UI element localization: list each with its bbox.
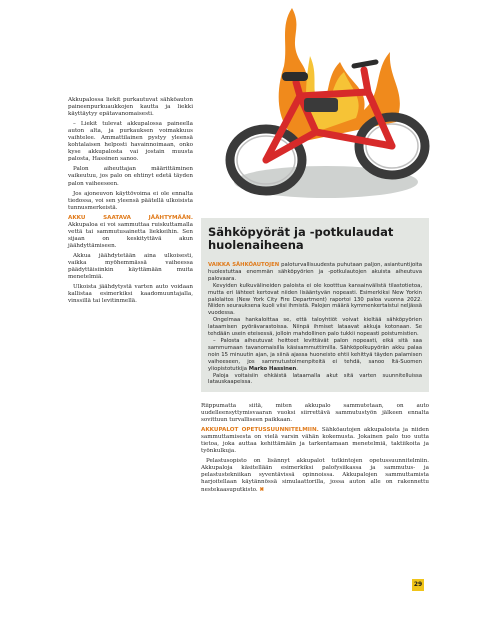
paragraph: [208, 262, 422, 283]
right-column: [201, 403, 429, 497]
paragraph: [201, 427, 429, 455]
burning-bicycle-icon: [204, 0, 444, 218]
box-title: Sähköpyörät ja -potkulaudat huolenaiheena: [208, 225, 394, 252]
paragraph: Kevyiden kulkuvälineiden paloista ei ole kootttua kansainvälistä tilastotietoa, mutta eri lähteet kertovat niiden lisääntyvän nopeasti. Esimerkiksi New Yorkin palolaitos (New York City Fire Department) raportoi 130 paloa vuonna 2022. Niiden seurauksena kuoli viisi ihmistä. Palojen määrä kymmenkertaistui neljässä vuodessa.: [208, 282, 422, 317]
paragraph: Riippumatta siitä, miten akkupalo sammutetaan, on auto uudelleensyttymisvaaran vuoksi siirrettävä sammutustyön jälkeen ennalta sovittuun turvalliseen paikkaan.: [201, 403, 429, 424]
end-mark-icon: ✖: [259, 486, 265, 493]
paragraph: Paloja voitaisiin ehkäistä lataamalla akut sitä varten suunnitelluissa latauskaapeissa.: [208, 372, 422, 386]
sidebar-box: [201, 218, 429, 392]
box-text: [208, 262, 422, 386]
paragraph-text: – Palosta aiheutuvat heitteet levittävät palon nopeasti, eikä sitä saa sammumaan tavanomaisilla käsisammuttimilla. Sähköpolkupyörän akku palaa noin 15 minuutin ajan, ja siinä ajassa huoneisto ehtii kehittyä täyden palamisen vaiheeseen, jos sammutustoimenpiteitä ei tehdä, sanoo Itä-Suomen yliopistotutkija: [208, 337, 422, 372]
paragraph: Ulkoista jäähdytystä varten auto voidaan kallistaa esimerkiksi kaadomuuntajalla, vinssillä tai levitinmellä.: [68, 284, 193, 305]
paragraph: Ongelmaa hankaloittaa se, että taloyhtiöt voivat kieltää sähköpyörien lataamisen pyörävarastoissa. Niinpä ihmiset lataavat akkuja kotonaan. Se tehdään usein eteisessä, jolloin mahdollinen palo tukkii nopeasti poistumistien.: [208, 317, 422, 338]
paragraph: – Liekit tulevat akkupalossa paineella auton alta, ja purkauksen voimakkuus vaihtelee. Ammattilainen pystyy yleensä kohtalaisen helposti havainnoimaan, onko kyse akkupalosta vai jostain muusta palosta, Hassinen sanoo.: [68, 121, 193, 163]
paragraph-text: Pelastusopisto on lisännyt akkupalot tutkintojen opetussuunnitelmiin. Akkupaloja käsitellään esimerkiksi palofysiikassa ja sammutus- ja pelastustekniikan syventävissä opinnoissa. Akkupalojen sammuttamista harjoitellaan käytännössä simulaattorilla, jossa auton alle on rakennettu nestekaasuputkisto.: [201, 458, 429, 493]
paragraph: [201, 458, 429, 493]
section-lead: AKKU SAATAVA JÄÄHTYMÄÄN.: [68, 214, 193, 221]
paragraph: Akkupalossa liekit purkautuvat sähköauton paineenpurkuaukkojen kautta ja liekki käyttäytyy epätavanomaisesti.: [68, 97, 193, 118]
left-column: [68, 97, 193, 308]
section-lead: AKKUPALOT OPETUSSUUNNITELMIIN.: [201, 427, 319, 434]
page-number: 29: [412, 579, 424, 591]
paragraph: [68, 215, 193, 250]
paragraph-text: Akkupaloa ei voi sammuttaa ruiskuttamalla vettä tai sammutusainetta liekkeihin. Sen sijaan on keskityttävä akun jäähdyttämiseen.: [68, 221, 193, 249]
paragraph-text: paloturvallisuudesta puhutaan paljon, asiantuntijoita huolestuttaa enemmän sähköpyörien ja -potkulautojen akuista aiheutuva palovaara.: [208, 262, 422, 282]
section-lead: VAIKKA SÄHKÖAUTOJEN: [208, 262, 280, 268]
paragraph-text: .: [296, 365, 298, 372]
paragraph: Akkua jäähdytetään aina ulkoisesti, vaikka myöhemmässä vaiheessa päädyttäisiinkin käyttämään muita menetelmiä.: [68, 252, 193, 281]
paragraph-text: Sähköautojen akkupaloista ja niiden sammuttamisesta on vielä varsin vähän kokemusta. Jokainen palo tuo uutta tietoa, joka auttaa kehittämään ja tarkentamaan menetelmiä, taktiikoita ja työnkulkuja.: [201, 427, 429, 455]
paragraph: [208, 338, 422, 373]
paragraph: Palon aiheuttajan määrittäminen vaikeutuu, jos palo on ehtinyt edetä täyden palon vaiheeseen.: [68, 166, 193, 187]
person-name: Marko Hassinen: [248, 365, 297, 372]
paragraph: Jos ajoneuvon käyttövoima ei ole ennalta tiedossa, voi sen yleensä päätellä ulkoisista tunnusmerkeistä.: [68, 190, 193, 211]
